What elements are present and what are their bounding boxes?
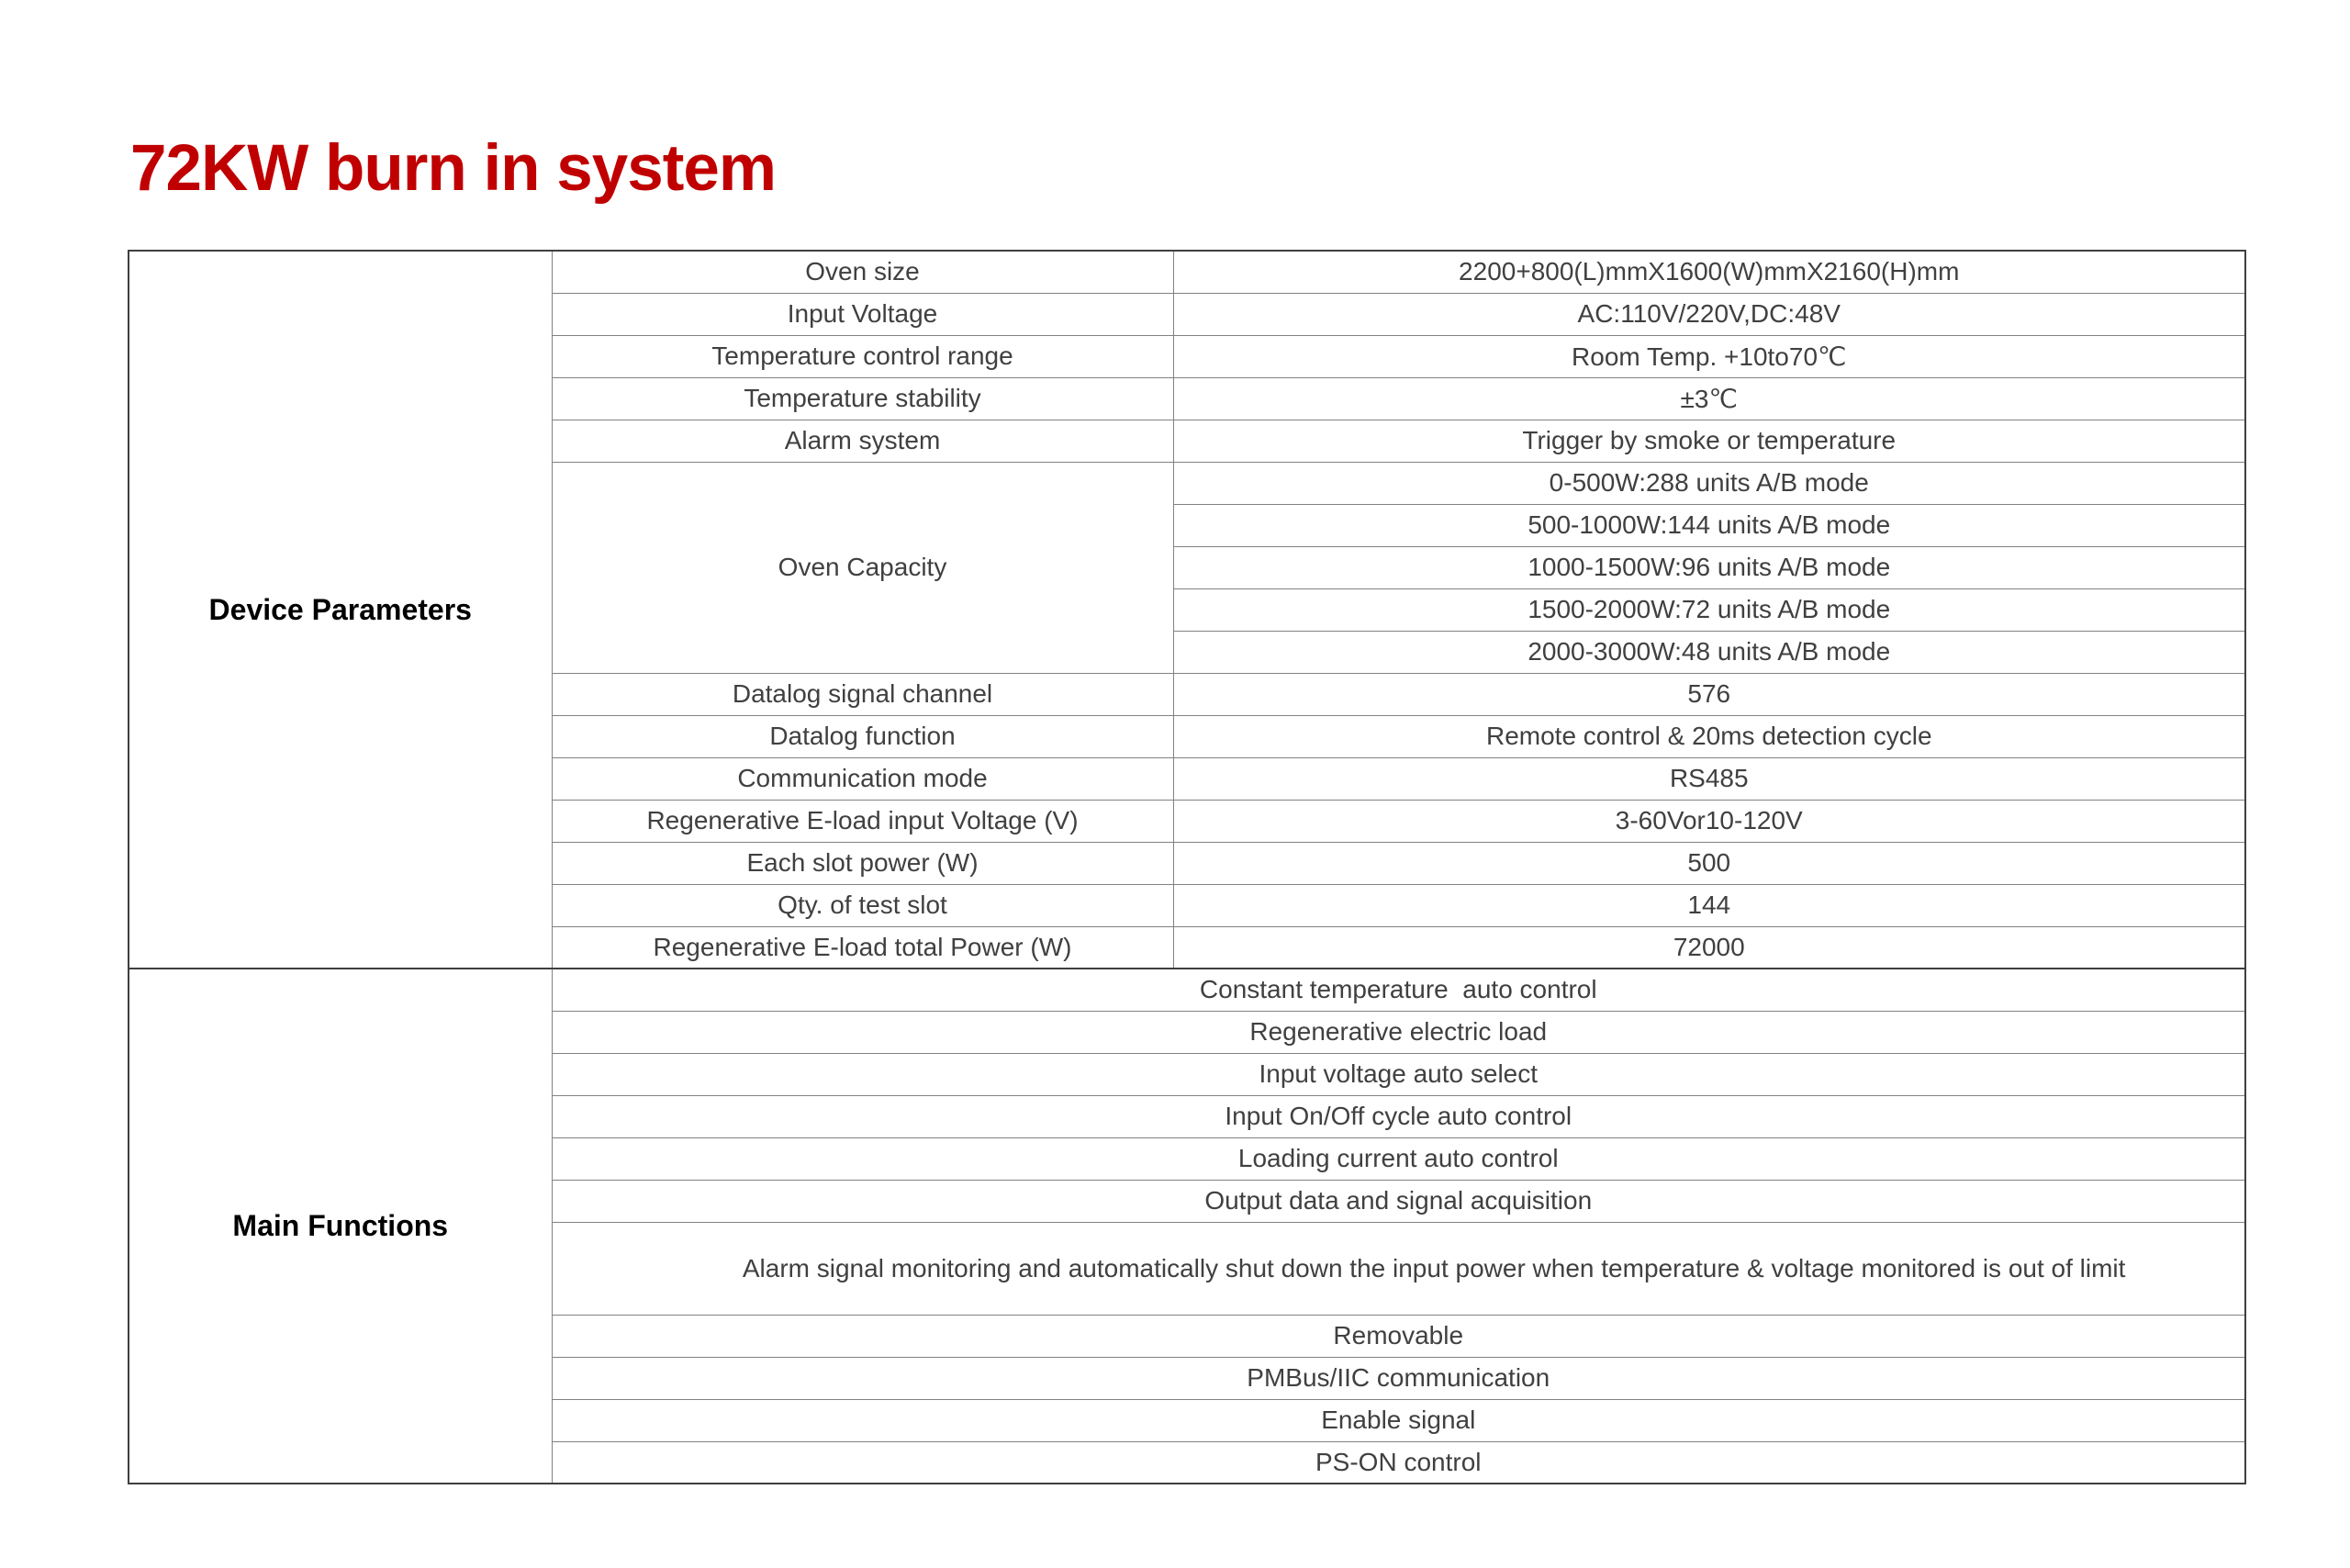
oven-capacity-label: Oven Capacity: [552, 462, 1173, 673]
param-value: ±3℃: [1173, 377, 2245, 420]
param-value: Room Temp. +10to70℃: [1173, 335, 2245, 377]
param-value: Trigger by smoke or temperature: [1173, 420, 2245, 462]
function-text: Removable: [552, 1315, 2245, 1357]
function-row: [129, 969, 2245, 1011]
param-value: 500: [1173, 842, 2245, 884]
param-label: Temperature stability: [552, 377, 1173, 420]
param-label: Datalog function: [552, 715, 1173, 757]
function-text: Loading current auto control: [552, 1137, 2245, 1180]
param-value: 0-500W:288 units A/B mode: [1173, 462, 2245, 504]
function-text: Output data and signal acquisition: [552, 1180, 2245, 1222]
param-value: AC:110V/220V,DC:48V: [1173, 293, 2245, 335]
function-text: PS-ON control: [552, 1441, 2245, 1484]
param-label: Communication mode: [552, 757, 1173, 800]
section-device-parameters: [129, 251, 2245, 969]
param-value: 2200+800(L)mmX1600(W)mmX2160(H)mm: [1173, 251, 2245, 293]
param-value: 1500-2000W:72 units A/B mode: [1173, 588, 2245, 631]
main-functions-header: Main Functions: [129, 969, 552, 1484]
param-value: 144: [1173, 884, 2245, 926]
param-row: [129, 251, 2245, 293]
section-main-functions: [129, 969, 2245, 1484]
param-value: 3-60Vor10-120V: [1173, 800, 2245, 842]
spec-table-container: [128, 250, 2246, 1484]
function-text: Input voltage auto select: [552, 1053, 2245, 1095]
function-text: Constant temperature auto control: [552, 969, 2245, 1011]
param-label: Regenerative E-load input Voltage (V): [552, 800, 1173, 842]
param-value: 72000: [1173, 926, 2245, 969]
param-value: Remote control & 20ms detection cycle: [1173, 715, 2245, 757]
function-text: PMBus/IIC communication: [552, 1357, 2245, 1399]
param-value: 500-1000W:144 units A/B mode: [1173, 504, 2245, 546]
alarm-function-text: Alarm signal monitoring and automatically shut down the input power when temperature & voltage monitored is out of limit: [742, 1253, 2126, 1282]
device-parameters-header: Device Parameters: [129, 251, 552, 969]
param-label: Oven size: [552, 251, 1173, 293]
function-text: Input On/Off cycle auto control: [552, 1095, 2245, 1137]
page-title: 72KW burn in system: [130, 131, 776, 205]
param-label: Regenerative E-load total Power (W): [552, 926, 1173, 969]
param-label: Temperature control range: [552, 335, 1173, 377]
function-text: Enable signal: [552, 1399, 2245, 1441]
param-label: Alarm system: [552, 420, 1173, 462]
spec-table: [128, 250, 2246, 1484]
param-value: 2000-3000W:48 units A/B mode: [1173, 631, 2245, 673]
param-value: RS485: [1173, 757, 2245, 800]
param-label: Each slot power (W): [552, 842, 1173, 884]
function-text: Regenerative electric load: [552, 1011, 2245, 1053]
param-value: 576: [1173, 673, 2245, 715]
param-value: 1000-1500W:96 units A/B mode: [1173, 546, 2245, 588]
param-label: Datalog signal channel: [552, 673, 1173, 715]
param-label: Input Voltage: [552, 293, 1173, 335]
function-text: [552, 1222, 2245, 1315]
param-label: Qty. of test slot: [552, 884, 1173, 926]
